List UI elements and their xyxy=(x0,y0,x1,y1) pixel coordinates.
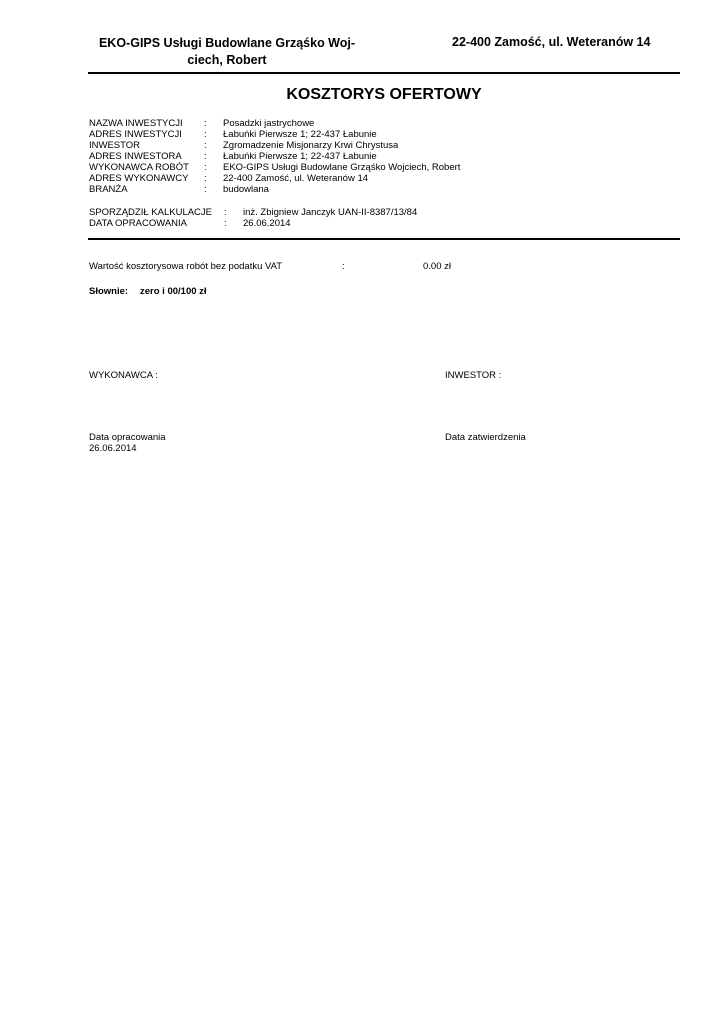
prepared-value: inż. Zbigniew Janczyk UAN-II-8387/13/84 xyxy=(243,207,418,218)
company-name xyxy=(92,35,362,69)
info-separator: : xyxy=(204,129,207,140)
company-name-line2: ciech, Robert xyxy=(187,53,267,67)
words-label: Słownie: xyxy=(89,286,129,297)
info-value: Łabuńki Pierwsze 1; 22-437 Łabunie xyxy=(223,151,377,162)
info-label: BRANŻA xyxy=(89,184,128,195)
prepared-separator: : xyxy=(224,218,227,229)
words-value: zero i 00/100 zł xyxy=(140,286,207,297)
date-prepared-value: 26.06.2014 xyxy=(89,443,137,454)
info-separator: : xyxy=(204,140,207,151)
date-prepared-label: Data opracowania xyxy=(89,432,166,443)
info-divider xyxy=(88,238,680,240)
company-name-line1: EKO-GIPS Usługi Budowlane Grząśko Woj- xyxy=(98,36,356,50)
info-label: NAZWA INWESTYCJI xyxy=(89,118,183,129)
prepared-label: DATA OPRACOWANIA xyxy=(89,218,188,229)
info-label: ADRES INWESTORA xyxy=(89,151,182,162)
info-label: ADRES INWESTYCJI xyxy=(89,129,182,140)
date-approved-label: Data zatwierdzenia xyxy=(445,432,526,443)
info-separator: : xyxy=(204,162,207,173)
info-value: Łabuńki Pierwsze 1; 22-437 Łabunie xyxy=(223,129,377,140)
info-value: 22-400 Zamość, ul. Weteranów 14 xyxy=(223,173,369,184)
info-value: budowlana xyxy=(223,184,269,195)
prepared-label: SPORZĄDZIŁ KALKULACJE xyxy=(89,207,213,218)
info-separator: : xyxy=(204,173,207,184)
info-label: INWESTOR xyxy=(89,140,141,151)
contractor-signature-label: WYKONAWCA : xyxy=(89,370,158,381)
info-label: WYKONAWCA ROBÓT xyxy=(89,162,189,173)
info-value: EKO-GIPS Usługi Budowlane Grząśko Wojciech, Robert xyxy=(223,162,461,173)
info-separator: : xyxy=(204,151,207,162)
document-title: KOSZTORYS OFERTOWY xyxy=(286,86,482,103)
prepared-separator: : xyxy=(224,207,227,218)
prepared-value: 26.06.2014 xyxy=(243,218,291,229)
company-address: 22-400 Zamość, ul. Weteranów 14 xyxy=(452,35,651,49)
info-value: Zgromadzenie Misjonarzy Krwi Chrystusa xyxy=(223,140,399,151)
cost-value: 0.00 zł xyxy=(423,261,451,272)
info-label: ADRES WYKONAWCY xyxy=(89,173,189,184)
info-separator: : xyxy=(204,118,207,129)
info-value: Posadzki jastrychowe xyxy=(223,118,315,129)
info-separator: : xyxy=(204,184,207,195)
header-divider xyxy=(88,72,680,74)
investor-signature-label: INWESTOR : xyxy=(445,370,502,381)
cost-separator: : xyxy=(342,261,345,272)
cost-label: Wartość kosztorysowa robót bez podatku VAT xyxy=(89,261,283,272)
